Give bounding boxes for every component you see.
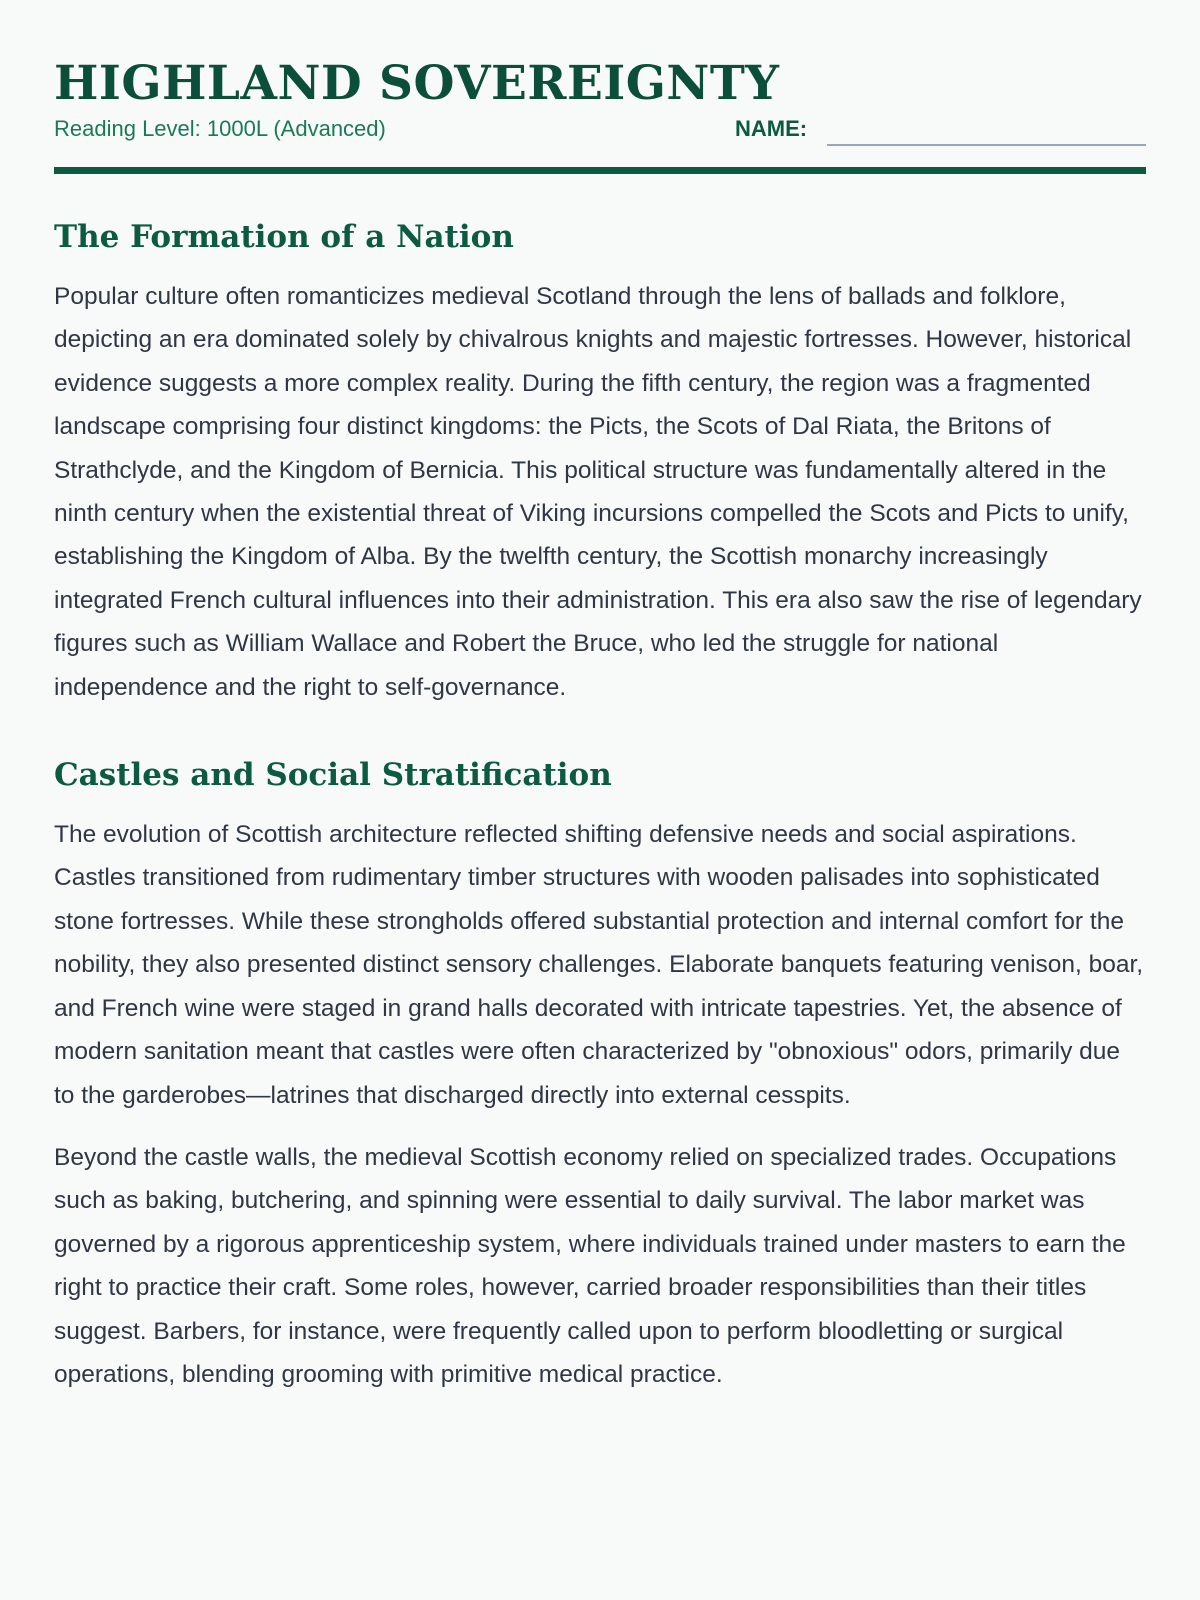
section-formation-of-a-nation [54, 217, 1146, 709]
header-subline [54, 112, 1146, 152]
paragraph: The evolution of Scottish architecture reflected shifting defensive needs and social aspirations. Castles transitioned from rudimentary timber structures with wooden palisades into sophisticated stone fortresses. While these strongholds offered substantial protection and internal comfort for the nobility, they also presented distinct sensory challenges. Elaborate banquets featuring venison, boar, and French wine were staged in grand halls decorated with intricate tapestries. Yet, the absence of modern sanitation meant that castles were often characterized by "obnoxious" odors, primarily due to the garderobes—latrines that discharged directly into external cesspits. [54, 821, 1144, 1109]
section-heading: The Formation of a Nation [54, 219, 514, 255]
paragraph: Popular culture often romanticizes medieval Scotland through the lens of ballads and folklore, depicting an era dominated solely by chivalrous knights and majestic fortresses. However, historical evidence suggests a more complex reality. During the fifth century, the region was a fragmented landscape comprising four distinct kingdoms: the Picts, the Scots of Dal Riata, the Britons of Strathclyde, and the Kingdom of Bernicia. This political structure was fundamentally altered in the ninth century when the existential threat of Viking incursions compelled the Scots and Picts to unify, establishing the Kingdom of Alba. By the twelfth century, the Scottish monarchy increasingly integrated French cultural influences into their administration. This era also saw the rise of legendary figures such as William Wallace and Robert the Bruce, who led the struggle for national independence and the right to self-governance. [54, 283, 1142, 701]
name-label: NAME: [735, 116, 808, 141]
section-castles-and-social-stratification [54, 755, 1146, 1396]
name-input-line[interactable] [827, 144, 1146, 146]
worksheet-header [54, 0, 1146, 174]
section-heading: Castles and Social Stratification [54, 757, 612, 794]
document-title: HIGHLAND SOVEREIGNTY [54, 56, 780, 111]
paragraph: Beyond the castle walls, the medieval Scottish economy relied on specialized trades. Occupations such as baking, butchering, and spinning were essential to daily survival. The labor market was governed by a rigorous apprenticeship system, where individuals trained under masters to earn the right to practice their craft. Some roles, however, carried broader responsibilities than their titles suggest. Barbers, for instance, were frequently called upon to perform bloodletting or surgical operations, blending grooming with primitive medical practice. [54, 1143, 1126, 1388]
reading-level-label: Reading Level: 1000L (Advanced) [54, 116, 386, 141]
